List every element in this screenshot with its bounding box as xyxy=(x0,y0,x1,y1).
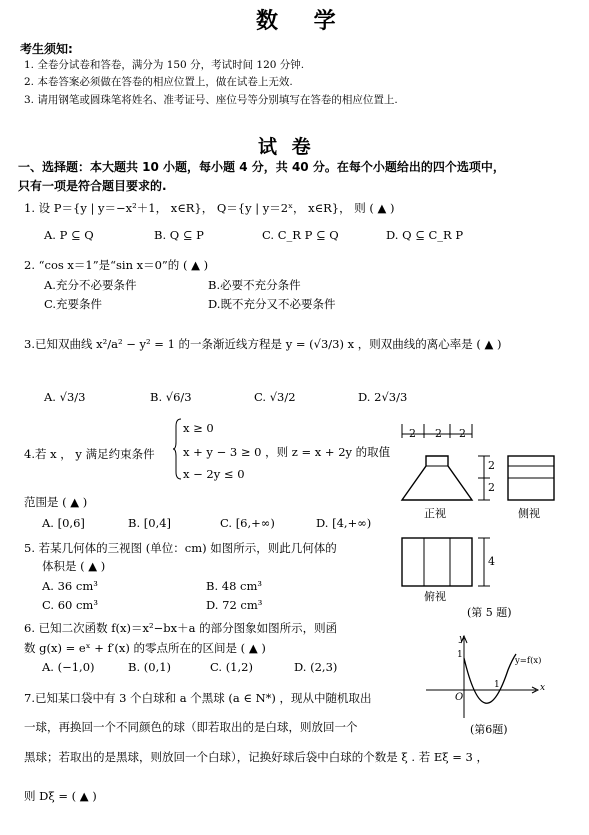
q3-option-c: C. √3/2 xyxy=(254,390,296,404)
q5-option-b: B. 48 cm³ xyxy=(206,579,263,593)
q6-option-b: B. (0,1) xyxy=(128,660,172,674)
curve-label: y=f(x) xyxy=(515,656,542,666)
q6-option-a: A. (−1,0) xyxy=(42,660,95,674)
page-title: 数 学 xyxy=(256,9,350,34)
dim-label: 2 xyxy=(409,427,416,440)
q4-option-c: C. [6,+∞) xyxy=(220,516,275,530)
constraint-1: x ≥ 0 xyxy=(183,421,214,435)
q1-option-d: D. Q ⊆ C_R P xyxy=(386,228,464,242)
section-heading: 一、选择题：本大题共 10 小题，每小题 4 分，共 40 分。在每个小题给出的四个选项中， xyxy=(18,160,505,174)
q6-option-c: C. (1,2) xyxy=(210,660,253,674)
y-axis-label: y xyxy=(459,634,465,644)
question-7-line: 7.已知某口袋中有 3 个白球和 a 个黑球 (a ∈ N*) ，现从中随机取出 xyxy=(24,691,372,705)
y-tick-label: 1 xyxy=(457,650,463,660)
dim-label: 2 xyxy=(435,427,442,440)
q2-option-a: A.充分不必要条件 xyxy=(44,278,137,292)
constraint-brace xyxy=(174,418,182,480)
question-6-stem: 6. 已知二次函数 f(x)＝x²−bx＋a 的部分图象如图所示，则函 xyxy=(24,621,338,635)
q2-option-c: C.充要条件 xyxy=(44,297,103,311)
x-tick-label: 1 xyxy=(494,680,500,690)
q4-option-a: A. [0,6] xyxy=(42,516,85,530)
question-1-stem: 1. 设 P＝{y | y＝−x²＋1， x∈R}， Q＝{y | y＝2ˣ， x∈R}， 则 ( ▲ ) xyxy=(24,201,395,215)
q5-option-d: D. 72 cm³ xyxy=(206,598,263,612)
dim-label: 2 xyxy=(488,459,495,472)
q5-option-c: C. 60 cm³ xyxy=(42,598,98,612)
x-axis-label: x xyxy=(540,683,546,693)
q1-option-a: A. P ⊆ Q xyxy=(44,228,94,242)
figure-5-caption: (第 5 题) xyxy=(467,606,512,619)
question-6-stem-cont: 数 g(x) = eˣ + f′(x) 的零点所在的区间是 ( ▲ ) xyxy=(24,641,266,655)
front-view-shape xyxy=(402,456,472,500)
section-heading-cont: 只有一项是符合题目要求的. xyxy=(18,179,167,193)
q5-option-a: A. 36 cm³ xyxy=(42,579,98,593)
q4-option-b: B. [0,4] xyxy=(128,516,172,530)
question-4-stem-cont: 范围是 ( ▲ ) xyxy=(24,495,88,509)
constraint-2: x + y − 3 ≥ 0 ，则 z = x + 2y 的取值 xyxy=(183,445,391,459)
top-view-label: 俯视 xyxy=(424,590,446,603)
side-view-label: 侧视 xyxy=(518,507,540,520)
q2-option-d: D.既不充分又不必要条件 xyxy=(208,297,336,311)
top-view-shape xyxy=(402,538,472,586)
question-2-stem: 2. “cos x＝1”是“sin x＝0”的 ( ▲ ) xyxy=(24,258,209,272)
origin-label: O xyxy=(455,692,464,703)
dim-label: 4 xyxy=(488,555,495,568)
notice-item: 1. 全卷分试卷和答卷，满分为 150 分，考试时间 120 分钟. xyxy=(24,59,305,71)
parabola-curve xyxy=(464,654,516,703)
dim-label: 2 xyxy=(488,481,495,494)
question-5-stem-cont: 体积是 ( ▲ ) xyxy=(42,559,106,573)
question-4-stem: 4.若 x ， y 满足约束条件 xyxy=(24,447,155,461)
q3-option-b: B. √6/3 xyxy=(150,390,192,404)
paper-title: 试 卷 xyxy=(258,136,315,158)
question-5-stem: 5. 若某几何体的三视图 (单位：cm) 如图所示，则此几何体的 xyxy=(24,541,337,555)
q2-option-b: B.必要不充分条件 xyxy=(208,278,301,292)
constraint-3: x − 2y ≤ 0 xyxy=(183,467,245,481)
q4-option-d: D. [4,+∞) xyxy=(316,516,372,530)
figure-6-graph xyxy=(426,630,546,720)
q1-option-b: B. Q ⊆ P xyxy=(154,228,204,242)
notice-item: 3. 请用钢笔或圆珠笔将姓名、准考证号、座位号等分别填写在答卷的相应位置上. xyxy=(24,94,398,106)
q1-option-c: C. C_R P ⊆ Q xyxy=(262,228,339,242)
figure-6-caption: (第6题) xyxy=(470,723,508,736)
question-7-line: 黑球；若取出的是黑球，则放回一个白球），记换好球后袋中白球的个数是 ξ . 若 Eξ = 3 ， xyxy=(24,750,489,764)
question-3-stem: 3.已知双曲线 x²/a² − y² = 1 的一条渐近线方程是 y = (√3/3) x ，则双曲线的离心率是 ( ▲ ) xyxy=(24,337,502,351)
dim-label: 2 xyxy=(459,427,466,440)
question-7-line: 则 Dξ = ( ▲ ) xyxy=(24,789,97,803)
q3-option-a: A. √3/3 xyxy=(44,390,86,404)
front-view-label: 正视 xyxy=(424,507,446,520)
q6-option-d: D. (2,3) xyxy=(294,660,338,674)
q3-option-d: D. 2√3/3 xyxy=(358,390,408,404)
notice-item: 2. 本卷答案必须做在答卷的相应位置上，做在试卷上无效. xyxy=(24,76,293,88)
notice-heading: 考生须知: xyxy=(20,42,73,56)
question-7-line: 一球，再换回一个不同颜色的球（即若取出的是白球，则放回一个 xyxy=(24,720,358,734)
